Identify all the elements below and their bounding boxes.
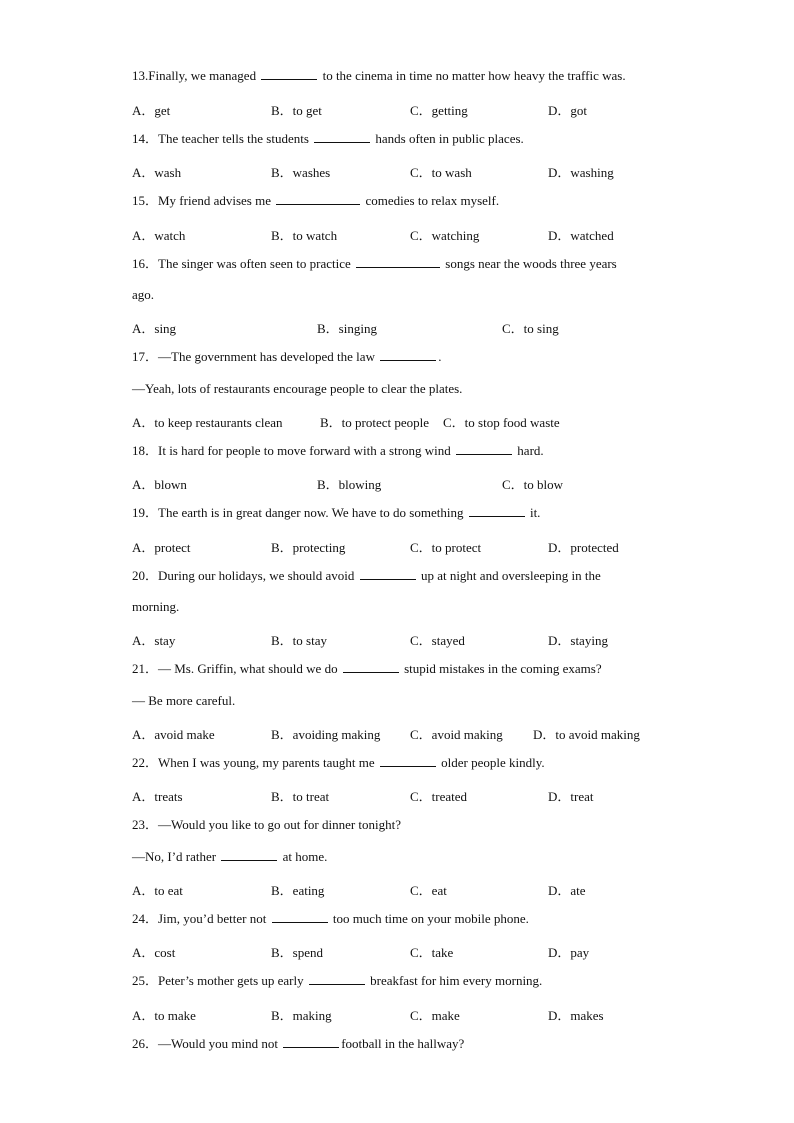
question-text: older people kindly. xyxy=(437,755,545,770)
question-text: . xyxy=(438,349,442,364)
q25-option-c[interactable]: C．make xyxy=(410,1008,460,1023)
question-text: 20．During our holidays, we should avoid xyxy=(132,568,358,583)
q15-option-d[interactable]: D．watched xyxy=(548,228,614,243)
q14-option-c[interactable]: C．to wash xyxy=(410,165,472,180)
q18-stem xyxy=(132,443,754,459)
q16-option-c[interactable]: C．to sing xyxy=(502,321,559,336)
q25-option-b[interactable]: B．making xyxy=(271,1008,332,1023)
q13-option-b[interactable]: B．to get xyxy=(271,103,322,118)
question-text: hands often in public places. xyxy=(372,131,524,146)
q18-option-c[interactable]: C．to blow xyxy=(502,477,564,492)
question-text: —Yeah, lots of restaurants encourage people to clear the plates. xyxy=(132,381,463,396)
q16-stem xyxy=(132,256,754,272)
q20-option-b[interactable]: B．to stay xyxy=(271,633,327,648)
question-text: —No, I’d rather xyxy=(132,849,220,864)
q26-stem xyxy=(132,1036,754,1052)
question-text: 15．My friend advises me xyxy=(132,193,275,208)
q17-stem xyxy=(132,349,754,365)
q24-option-c[interactable]: C．take xyxy=(410,945,454,960)
question-text: 23．—Would you like to go out for dinner tonight? xyxy=(132,817,402,832)
q23-stem xyxy=(132,817,754,833)
answer-blank[interactable] xyxy=(356,256,440,268)
q20-option-a[interactable]: A．stay xyxy=(132,633,176,648)
q20-option-c[interactable]: C．stayed xyxy=(410,633,465,648)
answer-blank[interactable] xyxy=(456,443,512,455)
q19-option-b[interactable]: B．protecting xyxy=(271,540,346,555)
question-text: 14．The teacher tells the students xyxy=(132,131,313,146)
q23-option-b[interactable]: B．eating xyxy=(271,883,325,898)
q18-option-b[interactable]: B．blowing xyxy=(317,477,382,492)
q22-option-c[interactable]: C．treated xyxy=(410,789,468,804)
q15-option-b[interactable]: B．to watch xyxy=(271,228,338,243)
question-text: — Be more careful. xyxy=(132,693,236,708)
answer-blank[interactable] xyxy=(309,973,365,985)
q17-option-a[interactable]: A．to keep restaurants clean xyxy=(132,415,283,430)
question-text: it. xyxy=(526,505,541,520)
q19-option-d[interactable]: D．protected xyxy=(548,540,619,555)
question-text: to the cinema in time no matter how heavy the traffic was. xyxy=(319,68,626,83)
q16-line-2 xyxy=(132,287,754,303)
q15-option-c[interactable]: C．watching xyxy=(410,228,480,243)
q15-stem xyxy=(132,193,754,209)
q21-option-d[interactable]: D．to avoid making xyxy=(533,727,640,742)
q25-stem xyxy=(132,973,754,989)
q24-option-a[interactable]: A．cost xyxy=(132,945,176,960)
q13-option-a[interactable]: A．get xyxy=(132,103,171,118)
q23-option-a[interactable]: A．to eat xyxy=(132,883,183,898)
answer-blank[interactable] xyxy=(360,568,416,580)
question-text: breakfast for him every morning. xyxy=(366,973,543,988)
question-text: 19．The earth is in great danger now. We have to do something xyxy=(132,505,467,520)
q13-stem xyxy=(132,68,754,84)
q13-option-c[interactable]: C．getting xyxy=(410,103,468,118)
question-text: comedies to relax myself. xyxy=(362,193,500,208)
q22-option-b[interactable]: B．to treat xyxy=(271,789,330,804)
q23-option-d[interactable]: D．ate xyxy=(548,883,586,898)
q22-stem xyxy=(132,755,754,771)
q23-option-c[interactable]: C．eat xyxy=(410,883,447,898)
answer-blank[interactable] xyxy=(343,661,399,673)
question-text: morning. xyxy=(132,599,180,614)
question-text: 21．— Ms. Griffin, what should we do xyxy=(132,661,341,676)
answer-blank[interactable] xyxy=(221,849,277,861)
answer-blank[interactable] xyxy=(261,68,317,80)
question-text: songs near the woods three years xyxy=(442,256,617,271)
answer-blank[interactable] xyxy=(314,131,370,143)
answer-blank[interactable] xyxy=(380,349,436,361)
q20-stem xyxy=(132,568,754,584)
q24-option-d[interactable]: D．pay xyxy=(548,945,590,960)
question-text: up at night and oversleeping in the xyxy=(417,568,601,583)
q19-stem xyxy=(132,505,754,521)
q16-option-b[interactable]: B．singing xyxy=(317,321,377,336)
question-text: 18．It is hard for people to move forward with a strong wind xyxy=(132,443,455,458)
q14-option-d[interactable]: D．washing xyxy=(548,165,614,180)
q24-option-b[interactable]: B．spend xyxy=(271,945,324,960)
q19-option-a[interactable]: A．protect xyxy=(132,540,191,555)
answer-blank[interactable] xyxy=(283,1036,339,1048)
q17-line-2 xyxy=(132,381,754,397)
q14-option-a[interactable]: A．wash xyxy=(132,165,182,180)
answer-blank[interactable] xyxy=(272,911,328,923)
question-text: ago. xyxy=(132,287,155,302)
question-text: 16．The singer was often seen to practice xyxy=(132,256,355,271)
q21-stem xyxy=(132,661,754,677)
q19-option-c[interactable]: C．to protect xyxy=(410,540,482,555)
question-text: stupid mistakes in the coming exams? xyxy=(400,661,602,676)
question-text: 17．—The government has developed the law xyxy=(132,349,379,364)
question-text: too much time on your mobile phone. xyxy=(329,911,529,926)
q21-option-a[interactable]: A．avoid make xyxy=(132,727,215,742)
q21-line-2 xyxy=(132,693,754,709)
question-text: 25．Peter’s mother gets up early xyxy=(132,973,307,988)
question-text: hard. xyxy=(514,443,544,458)
q17-option-b[interactable]: B．to protect people xyxy=(320,415,430,430)
q22-option-d[interactable]: D．treat xyxy=(548,789,594,804)
q18-option-a[interactable]: A．blown xyxy=(132,477,187,492)
q14-stem xyxy=(132,131,754,147)
q20-option-d[interactable]: D．staying xyxy=(548,633,608,648)
q17-option-c[interactable]: C．to stop food waste xyxy=(443,415,560,430)
q14-option-b[interactable]: B．washes xyxy=(271,165,331,180)
q24-stem xyxy=(132,911,754,927)
question-text: 24．Jim, you’d better not xyxy=(132,911,270,926)
answer-blank[interactable] xyxy=(380,755,436,767)
question-text: at home. xyxy=(279,849,328,864)
q15-option-a[interactable]: A．watch xyxy=(132,228,186,243)
q25-option-a[interactable]: A．to make xyxy=(132,1008,196,1023)
q16-option-a[interactable]: A．sing xyxy=(132,321,177,336)
q23-line-2 xyxy=(132,849,754,865)
question-text: 13.Finally, we managed xyxy=(132,68,260,83)
q21-option-c[interactable]: C．avoid making xyxy=(410,727,503,742)
q20-line-2 xyxy=(132,599,754,615)
q21-option-b[interactable]: B．avoiding making xyxy=(271,727,381,742)
q22-option-a[interactable]: A．treats xyxy=(132,789,183,804)
q25-option-d[interactable]: D．makes xyxy=(548,1008,604,1023)
question-text: football in the hallway? xyxy=(341,1036,465,1051)
question-text: 22．When I was young, my parents taught me xyxy=(132,755,378,770)
question-text: 26．—Would you mind not xyxy=(132,1036,282,1051)
q13-option-d[interactable]: D．got xyxy=(548,103,588,118)
answer-blank[interactable] xyxy=(276,193,360,205)
answer-blank[interactable] xyxy=(469,505,525,517)
